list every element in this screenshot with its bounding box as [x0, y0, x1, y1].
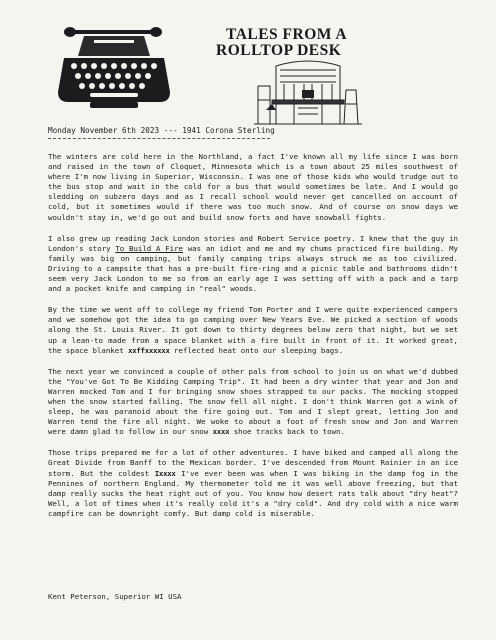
- typed-strikeout: xxxx: [212, 427, 230, 437]
- paragraph-5: [48, 448, 458, 519]
- typed-strikeout: Ixxxx: [154, 468, 176, 478]
- author-signature: Kent Peterson, Superior WI USA: [48, 592, 182, 601]
- story-title: To Build A Fire: [115, 243, 183, 253]
- paragraph-4-text-b: shoe tracks back to town.: [229, 427, 345, 437]
- paragraph-4: [48, 367, 458, 438]
- paragraph-2-text-a: I also grew up reading Jack London stories and Robert Service poetry. I knew that the guy in London's story: [48, 233, 458, 253]
- paragraph-2: [48, 234, 458, 295]
- paragraph-2-text-b: was an idiot and me and my chums practiced fire building. My family was big on camping, but family camping trips always struck me as too civilized. Driving to a campsite that has a pre-built fire-ring and a picnic table and bathrooms didn't seem very Jack London to me so from an early age I was setting off with a pack and a tarp and a pocket knife and camping in "real" woods.: [48, 243, 458, 294]
- rolltop-desk-icon: [254, 60, 362, 126]
- blog-header: [216, 26, 364, 126]
- post-body: [48, 152, 458, 530]
- header-title-line-1: TALES FROM A: [226, 26, 348, 43]
- paragraph-3-text-b: reflected heat onto our sleeping bags.: [169, 345, 344, 355]
- paragraph-3: [48, 305, 458, 355]
- paragraph-3-text-a: By the time we went off to college my friend Tom Porter and I were quite experienced campers and we somehow got the idea to go camping over New Years Eve. We picked a section of woods along the St. Louis River. It got down to thirty degrees below zero that night, but we set up a lean-to made from a space blanket with a fire built in front of it. It worked great, the space blanket: [48, 305, 458, 355]
- typewriter-icon: [54, 22, 174, 110]
- paragraph-4-text-a: The next year we convinced a couple of other pals from school to join us on what we'd dubbed the "You've Got To Be Kidding Camping Trip". It had been a dry winter that year and Jon and Warren mocked Tom and I for bringing snow shoes strapped to our packs. The mocking stopped when the snow started falling. The snow fell all night. I don't think Warren got a wink of sleep, he was paranoid about the fire going out. Tom and I slept great, letting Jon and Warren tend the fire all night. We woke to about a foot of fresh snow and Jon and Warren were damn glad to follow in our snow: [48, 366, 458, 437]
- post-dateline: Monday November 6th 2023 --- 1941 Corona Sterling: [48, 126, 275, 135]
- header-title-line-2: ROLLTOP DESK: [216, 42, 342, 59]
- paragraph-5-text-b: I've ever been was when I was biking in the damp fog in the Pennines of northern England. My thermometer told me it was well above freezing, but that damp really sucks the heat right out of you. You know how desert rats talk about "dry heat"? Well, a lot of times when it's really cold it's a "dry cold". And dry cold with a nice warm campfire can be downright comfy. But damp cold is miserable.: [48, 468, 458, 518]
- dashed-rule: [48, 138, 270, 139]
- paragraph-1: The winters are cold here in the Northland, a fact I've known all my life since I was born and raised in the town of Cloquet, Minnesota which is a town about 25 miles southwest of where I'm now living in Superior, Wisconsin. I was one of those kids who would trudge out to the bus stop and wait in the cold for a bus that would sometimes be late. And I would go sledding on subzero days and as I recall school would never get cancelled on account of cold, but it sometimes would if there was too much snow. And of course on snow days we wouldn't stay in, we'd go out and build snow forts and have snowball fights.: [48, 152, 458, 222]
- typed-strikeout: xxffxxxxxx: [128, 345, 170, 355]
- paragraph-5-text-a: Those trips prepared me for a lot of other adventures. I have biked and camped all along the Great Divide from Banff to the Mexican border. I've descended from Mount Rainier in an ice storm. But the coldest: [48, 448, 458, 478]
